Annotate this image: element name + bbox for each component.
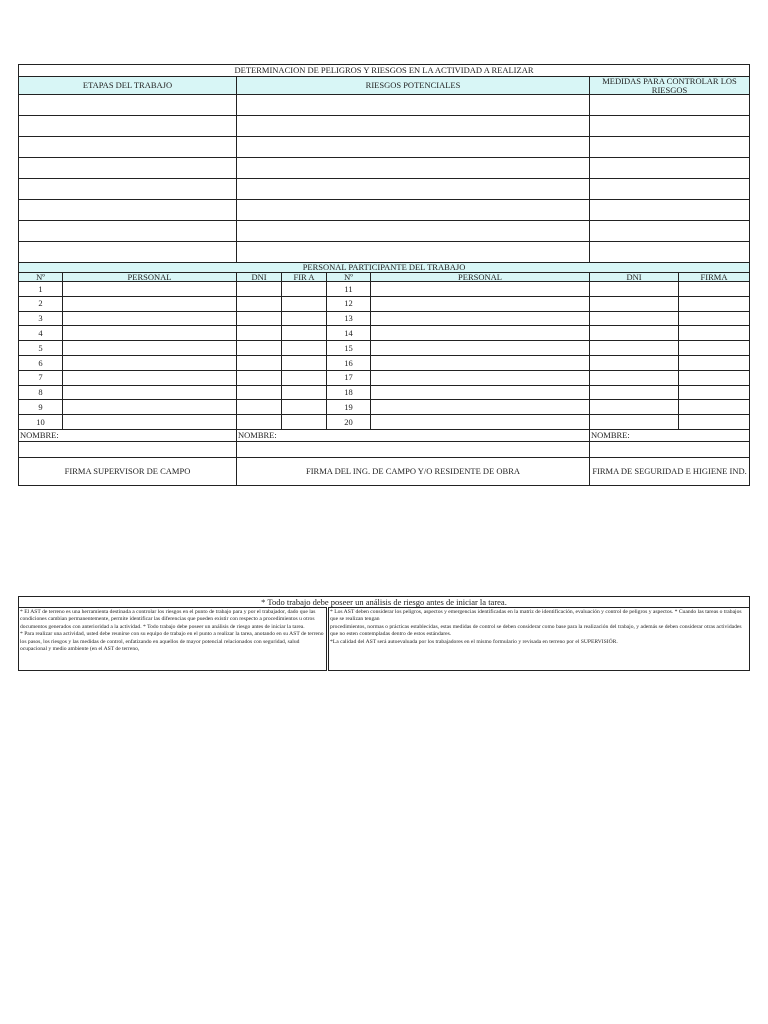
- note-paragraph: procedimientos, normas o prácticas establecidas, estas medidas de control se deben considerar como base para la realización del trabajo, y además se deben considerar otras actividades que no esten contempladas dentro de estos estándares.: [330, 623, 742, 638]
- column-header-stages: ETAPAS DEL TRABAJO: [19, 77, 237, 95]
- personnel-name-cell[interactable]: [63, 355, 237, 370]
- column-header-personnel: PERSONAL: [63, 272, 237, 282]
- personnel-name-cell[interactable]: [63, 341, 237, 356]
- personnel-name-cell[interactable]: [63, 326, 237, 341]
- risk-cell[interactable]: [237, 137, 590, 158]
- row-number: 2: [19, 296, 63, 311]
- signature-cell[interactable]: [679, 355, 750, 370]
- risk-cell[interactable]: [237, 200, 590, 221]
- column-header-number: Nº: [327, 272, 371, 282]
- signature-cell[interactable]: [282, 415, 327, 430]
- stage-cell[interactable]: [19, 95, 237, 116]
- column-header-signature: FIR A: [282, 272, 327, 282]
- risk-cell[interactable]: [237, 242, 590, 263]
- row-number: 19: [327, 400, 371, 415]
- column-header-number: Nº: [19, 272, 63, 282]
- dni-cell[interactable]: [237, 355, 282, 370]
- personnel-name-cell[interactable]: [63, 385, 237, 400]
- row-number: 15: [327, 341, 371, 356]
- hazard-row: [19, 116, 750, 137]
- personnel-name-cell[interactable]: [63, 296, 237, 311]
- control-cell[interactable]: [590, 158, 750, 179]
- dni-cell[interactable]: [237, 370, 282, 385]
- dni-cell[interactable]: [590, 400, 679, 415]
- personnel-row: [19, 341, 750, 356]
- notes-box: [18, 596, 750, 671]
- note-paragraph: * Los AST deben considerar los peligros, aspectos y emergencias identificadas en la matriz de identificación, evaluación y control de peligros y aspectos. * Cuando las tareas o trabajos que se realizan tengan: [330, 609, 742, 623]
- personnel-name-cell[interactable]: [371, 415, 590, 430]
- notes-title: * Todo trabajo debe poseer un análisis de riesgo antes de iniciar la tarea.: [19, 597, 750, 608]
- safety-name-label: NOMBRE:: [590, 429, 750, 441]
- signature-cell[interactable]: [679, 341, 750, 356]
- notes-right-column: [328, 608, 750, 671]
- stage-cell[interactable]: [19, 137, 237, 158]
- personnel-row: [19, 326, 750, 341]
- control-cell[interactable]: [590, 116, 750, 137]
- control-cell[interactable]: [590, 179, 750, 200]
- dni-cell[interactable]: [237, 311, 282, 326]
- hazard-row: [19, 242, 750, 263]
- signature-cell[interactable]: [679, 385, 750, 400]
- hazard-row: [19, 158, 750, 179]
- control-cell[interactable]: [590, 221, 750, 242]
- column-header-signature: FIRMA: [679, 272, 750, 282]
- personnel-row: [19, 296, 750, 311]
- signature-cell[interactable]: [282, 341, 327, 356]
- personnel-name-cell[interactable]: [63, 400, 237, 415]
- dni-cell[interactable]: [590, 326, 679, 341]
- hazard-row: [19, 95, 750, 116]
- signature-cell[interactable]: [282, 370, 327, 385]
- row-number: 13: [327, 311, 371, 326]
- column-header-controls: MEDIDAS PARA CONTROLAR LOS RIESGOS: [590, 77, 750, 95]
- column-header-personnel: PERSONAL: [371, 272, 590, 282]
- signature-cell[interactable]: [679, 326, 750, 341]
- dni-cell[interactable]: [590, 355, 679, 370]
- stage-cell[interactable]: [19, 116, 237, 137]
- dni-cell[interactable]: [590, 370, 679, 385]
- signature-cell[interactable]: [679, 296, 750, 311]
- safety-name-field[interactable]: [590, 441, 750, 457]
- personnel-name-cell[interactable]: [371, 296, 590, 311]
- row-number: 9: [19, 400, 63, 415]
- control-cell[interactable]: [590, 95, 750, 116]
- dni-cell[interactable]: [237, 326, 282, 341]
- signature-cell[interactable]: [282, 400, 327, 415]
- signature-cell[interactable]: [679, 282, 750, 297]
- personnel-name-cell[interactable]: [371, 370, 590, 385]
- hazards-title: DETERMINACION DE PELIGROS Y RIESGOS EN LA ACTIVIDAD A REALIZAR: [19, 65, 750, 77]
- personnel-name-cell[interactable]: [371, 400, 590, 415]
- column-header-risks: RIESGOS POTENCIALES: [237, 77, 590, 95]
- note-paragraph: *La calidad del AST será autoevaluada por los trabajadores en el mismo formulario y revisada en terreno por el SUPERVISIÓR.: [330, 638, 618, 645]
- supervisor-name-field[interactable]: [19, 441, 237, 457]
- personnel-name-cell[interactable]: [371, 385, 590, 400]
- stage-cell[interactable]: [19, 221, 237, 242]
- signature-cell[interactable]: [282, 311, 327, 326]
- risk-cell[interactable]: [237, 158, 590, 179]
- dni-cell[interactable]: [590, 385, 679, 400]
- hazard-row: [19, 179, 750, 200]
- notes-left-column: [19, 608, 328, 671]
- row-number: 14: [327, 326, 371, 341]
- personnel-name-cell[interactable]: [63, 370, 237, 385]
- dni-cell[interactable]: [590, 282, 679, 297]
- row-number: 3: [19, 311, 63, 326]
- column-header-dni: DNI: [590, 272, 679, 282]
- personnel-title: PERSONAL PARTICIPANTE DEL TRABAJO: [19, 263, 750, 273]
- row-number: 10: [19, 415, 63, 430]
- engineer-signature: FIRMA DEL ING. DE CAMPO Y/O RESIDENTE DE OBRA: [237, 457, 590, 485]
- engineer-name-field[interactable]: [237, 441, 590, 457]
- signature-cell[interactable]: [282, 355, 327, 370]
- dni-cell[interactable]: [590, 296, 679, 311]
- row-number: 20: [327, 415, 371, 430]
- row-number: 4: [19, 326, 63, 341]
- control-cell[interactable]: [590, 242, 750, 263]
- personnel-row: [19, 355, 750, 370]
- personnel-row: [19, 415, 750, 430]
- engineer-name-label: NOMBRE:: [237, 429, 590, 441]
- signature-cell[interactable]: [282, 282, 327, 297]
- risk-cell[interactable]: [237, 95, 590, 116]
- dni-cell[interactable]: [237, 385, 282, 400]
- dni-cell[interactable]: [590, 341, 679, 356]
- risk-analysis-form: [18, 64, 750, 486]
- personnel-row: [19, 385, 750, 400]
- personnel-name-cell[interactable]: [371, 282, 590, 297]
- row-number: 1: [19, 282, 63, 297]
- dni-cell[interactable]: [237, 415, 282, 430]
- personnel-name-cell[interactable]: [63, 282, 237, 297]
- personnel-row: [19, 311, 750, 326]
- row-number: 11: [327, 282, 371, 297]
- signature-cell[interactable]: [679, 400, 750, 415]
- personnel-name-cell[interactable]: [371, 341, 590, 356]
- row-number: 8: [19, 385, 63, 400]
- stage-cell[interactable]: [19, 242, 237, 263]
- personnel-row: [19, 282, 750, 297]
- row-number: 17: [327, 370, 371, 385]
- dni-cell[interactable]: [590, 311, 679, 326]
- signature-cell[interactable]: [282, 385, 327, 400]
- signature-cell[interactable]: [282, 326, 327, 341]
- control-cell[interactable]: [590, 200, 750, 221]
- control-cell[interactable]: [590, 137, 750, 158]
- note-paragraph: * Para realizar una actividad, usted debe reunirse con su equipo de trabajo en el punto a realizar la tarea, anotando en su AST de terreno los pasos, los riesgos y las medidas de control, enfatizando en aquellos de mayor potencial relacionados con seguridad, salud ocupacional y medio ambiente (en el AST de terreno,: [20, 631, 324, 653]
- stage-cell[interactable]: [19, 200, 237, 221]
- signature-cell[interactable]: [679, 415, 750, 430]
- signature-cell[interactable]: [679, 370, 750, 385]
- signature-cell[interactable]: [282, 296, 327, 311]
- hazard-row: [19, 200, 750, 221]
- personnel-name-cell[interactable]: [63, 311, 237, 326]
- row-number: 7: [19, 370, 63, 385]
- personnel-row: [19, 400, 750, 415]
- row-number: 18: [327, 385, 371, 400]
- risk-cell[interactable]: [237, 179, 590, 200]
- hazard-row: [19, 221, 750, 242]
- personnel-name-cell[interactable]: [371, 326, 590, 341]
- personnel-row: [19, 370, 750, 385]
- dni-cell[interactable]: [590, 415, 679, 430]
- personnel-name-cell[interactable]: [63, 415, 237, 430]
- hazard-row: [19, 137, 750, 158]
- row-number: 6: [19, 355, 63, 370]
- personnel-name-cell[interactable]: [371, 311, 590, 326]
- dni-cell[interactable]: [237, 400, 282, 415]
- safety-signature: FIRMA DE SEGURIDAD E HIGIENE IND.: [590, 457, 750, 485]
- supervisor-signature: FIRMA SUPERVISOR DE CAMPO: [19, 457, 237, 485]
- risk-cell[interactable]: [237, 116, 590, 137]
- stage-cell[interactable]: [19, 179, 237, 200]
- dni-cell[interactable]: [237, 341, 282, 356]
- column-header-dni: DNI: [237, 272, 282, 282]
- dni-cell[interactable]: [237, 282, 282, 297]
- signature-cell[interactable]: [679, 311, 750, 326]
- supervisor-name-label: NOMBRE:: [19, 429, 237, 441]
- personnel-name-cell[interactable]: [371, 355, 590, 370]
- dni-cell[interactable]: [237, 296, 282, 311]
- stage-cell[interactable]: [19, 158, 237, 179]
- row-number: 12: [327, 296, 371, 311]
- note-paragraph: * El AST de terreno es una herramienta destinada a controlar los riesgos en el punto de trabajo para y por el trabajador, dado que las condiciones cambian permanentemente, permite identificar las diferencias que pueden existir con respecto a procedimientos u otros documentos generados con anterioridad a la actividad. * Todo trabajo debe poseer un análisis de riesgo antes de iniciar la tarea.: [20, 609, 316, 630]
- row-number: 16: [327, 355, 371, 370]
- risk-cell[interactable]: [237, 221, 590, 242]
- row-number: 5: [19, 341, 63, 356]
